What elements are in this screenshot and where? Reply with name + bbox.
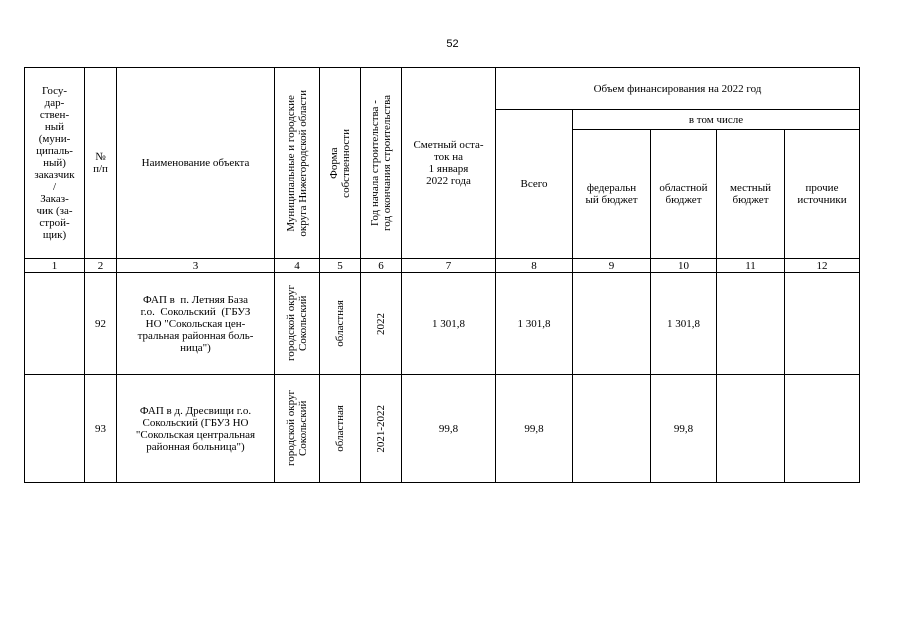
row-ownership: областная: [334, 300, 346, 347]
row-years: 2022: [375, 312, 387, 335]
header-ownership: Форма собственности: [328, 128, 352, 198]
column-number: 2: [85, 259, 117, 273]
header-ownership-cell: [320, 68, 361, 259]
header-customer: Госу- дар- ствен- ный (муни- ципаль- ный) заказчик / Заказ- чик (за- строй- щик): [25, 68, 85, 259]
row-ownership-cell: [320, 273, 361, 375]
column-number: 6: [361, 259, 402, 273]
column-number: 4: [275, 259, 320, 273]
row-other: [785, 375, 860, 483]
column-number: 10: [651, 259, 717, 273]
row-years: 2021-2022: [375, 404, 387, 453]
header-other: прочие источники: [785, 130, 860, 259]
row-local: [717, 273, 785, 375]
column-number: 12: [785, 259, 860, 273]
header-federal: федеральн ый бюджет: [573, 130, 651, 259]
row-ownership-cell: [320, 375, 361, 483]
row-district: городской округ Сокольский: [285, 390, 309, 467]
header-total: Всего: [496, 110, 573, 259]
header-years: Год начала строительства - год окончания строительства: [369, 95, 393, 231]
header-years-cell: [361, 68, 402, 259]
row-regional: 1 301,8: [651, 273, 717, 375]
table-row: [25, 375, 860, 483]
header-row-1: [25, 68, 860, 110]
header-remaining: Сметный оста- ток на 1 января 2022 года: [402, 68, 496, 259]
row-years-cell: [361, 273, 402, 375]
row-remaining: 99,8: [402, 375, 496, 483]
column-number-row: [25, 259, 860, 273]
header-including: в том числе: [573, 110, 860, 130]
header-district-cell: [275, 68, 320, 259]
row-years-cell: [361, 375, 402, 483]
row-remaining: 1 301,8: [402, 273, 496, 375]
row-district: городской округ Сокольский: [285, 285, 309, 362]
column-number: 7: [402, 259, 496, 273]
row-customer: [25, 375, 85, 483]
row-federal: [573, 273, 651, 375]
column-number: 5: [320, 259, 361, 273]
row-object-name: ФАП в п. Летняя База г.о. Сокольский (ГБУЗ НО "Сокольская цен- тральная районная боль- ница"): [117, 273, 275, 375]
row-object-name: ФАП в д. Дресвищи г.о. Сокольский (ГБУЗ НО "Сокольская центральная районная больница"): [117, 375, 275, 483]
header-regional: областной бюджет: [651, 130, 717, 259]
column-number: 3: [117, 259, 275, 273]
column-number: 1: [25, 259, 85, 273]
header-number: № п/п: [85, 68, 117, 259]
column-number: 9: [573, 259, 651, 273]
header-local: местный бюджет: [717, 130, 785, 259]
table-row: [25, 273, 860, 375]
row-other: [785, 273, 860, 375]
header-funding: Объем финансирования на 2022 год: [496, 68, 860, 110]
row-total: 1 301,8: [496, 273, 573, 375]
financing-table: [24, 67, 860, 483]
row-ownership: областная: [334, 405, 346, 452]
column-number: 11: [717, 259, 785, 273]
row-customer: [25, 273, 85, 375]
row-federal: [573, 375, 651, 483]
row-local: [717, 375, 785, 483]
row-number: 92: [85, 273, 117, 375]
column-number: 8: [496, 259, 573, 273]
row-district-cell: [275, 273, 320, 375]
row-regional: 99,8: [651, 375, 717, 483]
row-district-cell: [275, 375, 320, 483]
page-number: 52: [446, 38, 459, 50]
row-total: 99,8: [496, 375, 573, 483]
header-object-name: Наименование объекта: [117, 68, 275, 259]
row-number: 93: [85, 375, 117, 483]
header-district: Муниципальные и городские округа Нижегородской области: [285, 89, 309, 237]
